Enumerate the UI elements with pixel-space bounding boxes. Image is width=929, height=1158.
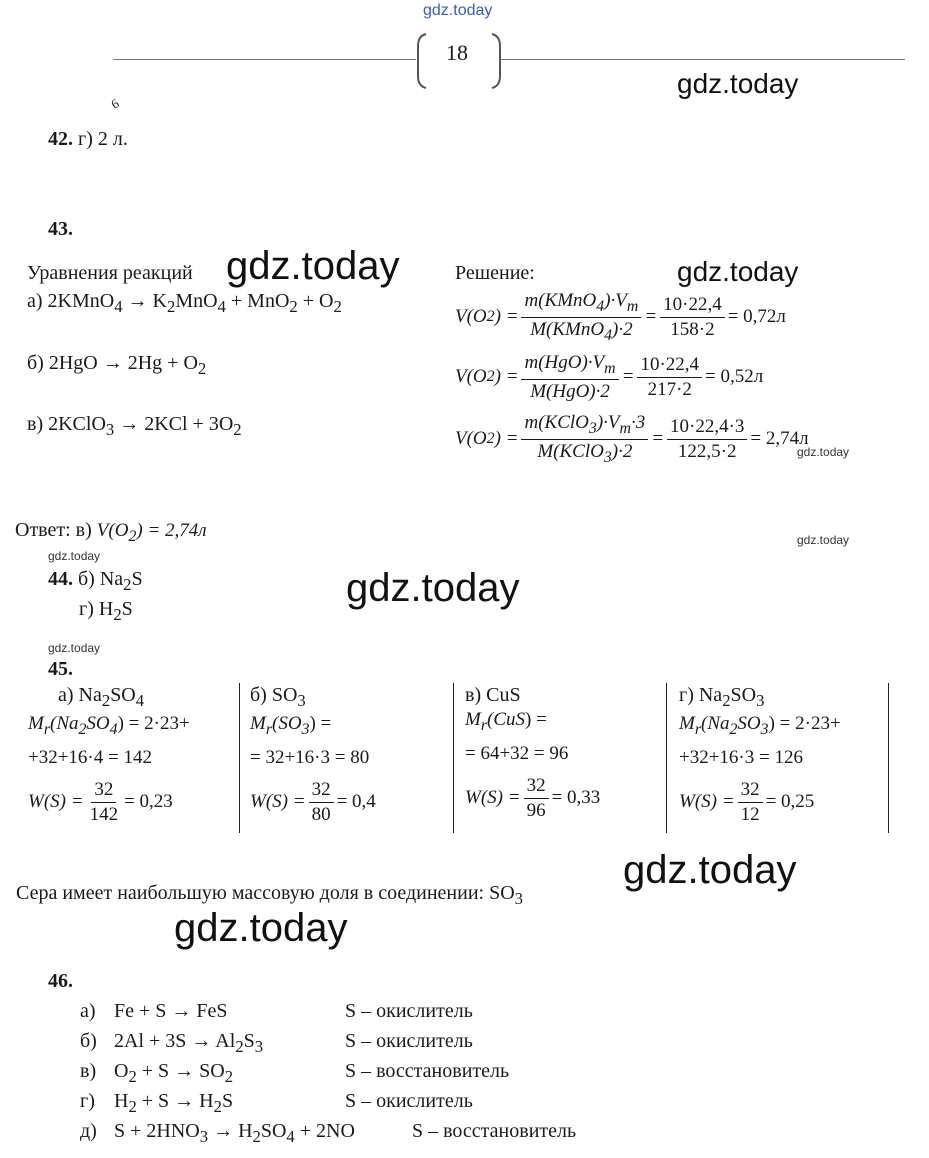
math-sub: m <box>626 297 639 315</box>
formula-part: Fe + S → FeS <box>114 1000 228 1022</box>
formula-part: SO <box>730 684 757 706</box>
row-letter: б) <box>80 1030 97 1052</box>
denominator: 158·2 <box>670 318 715 340</box>
answer-42: г) 2 л. <box>78 128 128 150</box>
result: = 0,23 <box>124 791 173 813</box>
watermark-top: gdz.today <box>423 2 493 19</box>
compound-column-a <box>28 684 190 826</box>
math-part: M <box>465 709 481 730</box>
sulfur-role: S – восстановитель <box>412 1120 577 1142</box>
math-part: )·V <box>604 290 627 311</box>
math-part: m(HgO)·V <box>524 352 605 373</box>
column-divider <box>453 683 454 833</box>
fraction <box>738 779 763 826</box>
redox-row <box>80 1090 473 1117</box>
math-part: ) = <box>494 306 519 328</box>
conclusion-text: Сера имеет наибольшую массовую доля в соединении: SO <box>16 882 515 904</box>
eq-part: → 2KCl + 3O <box>114 413 234 435</box>
math-part: (Na <box>701 713 730 734</box>
numerator: 32 <box>524 775 549 799</box>
result: = 2,74л <box>750 428 809 450</box>
result: = 0,72л <box>727 306 786 328</box>
eq-sub: 2 <box>333 297 342 316</box>
math-part: M <box>679 713 695 734</box>
math-part: M(KMnO <box>530 318 605 340</box>
watermark-43-small: gdz.today <box>797 445 850 459</box>
molar-mass-value: +32+16·4 = 142 <box>28 746 152 768</box>
sulfur-role: S – окислитель <box>345 1090 473 1112</box>
molar-mass-value: = 32+16·3 = 80 <box>250 746 370 768</box>
formula-part: б) Na <box>78 568 124 590</box>
math-part: m(KClO <box>524 412 589 433</box>
formula-sub: 3 <box>297 691 306 710</box>
watermark-before-46: gdz.today <box>174 906 348 950</box>
formula-sub: 4 <box>135 691 145 710</box>
eq-part: → K <box>122 290 167 312</box>
equation-c <box>27 413 242 440</box>
solution-title: Решение: <box>455 262 535 284</box>
compound-column-c <box>465 684 600 822</box>
header-rule-right <box>500 59 905 60</box>
row-letter: а) <box>80 1000 96 1022</box>
equations-title: Уравнения реакций <box>27 262 193 284</box>
question-43-number: 43. <box>48 218 73 240</box>
math-sub: 2 <box>729 720 738 738</box>
fraction <box>521 352 618 403</box>
math-sub: 3 <box>588 419 597 437</box>
math-part: M(HgO)·2 <box>530 380 610 402</box>
math-part: V(O <box>455 366 487 388</box>
math-part: (SO <box>272 713 302 734</box>
page-mark: 6 <box>108 95 122 112</box>
denominator: 217·2 <box>647 378 692 400</box>
mass-fraction-line <box>250 779 376 826</box>
math-part: W(S) = <box>679 791 735 813</box>
math-part: ) = 2·23+ <box>768 713 841 734</box>
watermark-answer-right: gdz.today <box>797 533 850 547</box>
math-sub: m <box>619 419 631 437</box>
mass-fraction-line <box>28 779 190 826</box>
redox-row <box>80 1000 473 1023</box>
eq-part: + O <box>297 290 334 312</box>
compound-title <box>58 684 190 711</box>
math-part: V(O <box>96 520 129 541</box>
math-part: ) = <box>525 709 547 730</box>
math-part: ) = <box>494 428 519 450</box>
fraction <box>660 294 725 341</box>
formula-sub: 2 <box>123 575 132 594</box>
question-44-line-2 <box>79 598 133 625</box>
answer-43 <box>15 519 207 546</box>
reaction-equation <box>114 1060 345 1087</box>
math-sub: 4 <box>109 720 118 738</box>
molar-mass-line <box>250 713 376 739</box>
question-number: 42. <box>48 128 73 150</box>
formula-part: 2Al + 3S → Al <box>114 1030 236 1052</box>
eq-part: а) 2KMnO <box>27 290 115 312</box>
formula-part: O <box>114 1060 129 1082</box>
math-sub: 2 <box>128 527 137 545</box>
math-sub: 3 <box>603 448 612 466</box>
math-part: W(S) = <box>28 791 84 813</box>
eq-part: + MnO <box>225 290 290 312</box>
formula-part: б) SO <box>250 684 298 706</box>
result: = 0,4 <box>336 791 376 813</box>
math-part: SO <box>86 713 110 734</box>
column-divider <box>888 683 889 833</box>
numerator: 10·22,4 <box>660 294 725 318</box>
math-part: V(O <box>455 428 487 450</box>
formula-sub: 2 <box>235 1037 244 1056</box>
eq-part: MnO <box>175 290 218 312</box>
result: = 0,33 <box>551 787 601 809</box>
compound-title <box>679 684 841 711</box>
eq-sub: 2 <box>197 359 207 378</box>
formula-part: + S → SO <box>136 1060 225 1082</box>
formula-part: г) Na <box>679 684 723 706</box>
watermark-answer-small: gdz.today <box>48 549 101 563</box>
fraction <box>521 412 648 467</box>
result: = 0,52л <box>705 366 764 388</box>
formula-sub: 2 <box>128 1067 137 1086</box>
solution-line-2: V(O 2 ) = $\frac{m(HgO)\cdot V_m}{\text{M(HgO)·2}}$ = $\frac{10\cdot 22,4}{217\cdot 2}$ = 0,52л <box>455 352 764 402</box>
question-number: 44. <box>48 568 73 590</box>
sulfur-role: S – окислитель <box>345 1000 473 1022</box>
eq-sub: 2 <box>233 420 242 439</box>
math-sub: r <box>43 720 50 738</box>
math-part: (Na <box>50 713 79 734</box>
formula-part: г) H <box>79 598 114 620</box>
denominator: 96 <box>526 799 546 821</box>
header-rule-left <box>113 59 416 60</box>
formula-part: S <box>131 568 143 590</box>
math-part: W(S) = <box>250 791 306 813</box>
compound-title <box>250 684 376 711</box>
solution-line-3: V(O 2 ) = $\frac{m(KClO_3)\cdot V_m\cdot 3}{M(KClO_3)\cdot 2}$ = $\frac{10\cdot 22,4\cdot 3}{122,5\cdot 2}$ = 2,74л <box>455 412 809 466</box>
compound-column-b <box>250 684 376 826</box>
watermark-center: gdz.today <box>346 566 520 610</box>
math-part: )·2 <box>611 440 633 462</box>
formula-sub: 2 <box>224 1067 234 1086</box>
watermark-43-right: gdz.today <box>677 256 799 287</box>
math-sub: 2 <box>78 720 87 738</box>
fraction <box>524 775 549 822</box>
math-part: M <box>250 713 266 734</box>
formula-sub: 2 <box>252 1127 261 1146</box>
formula-part: SO <box>260 1120 287 1142</box>
formula-sub: 3 <box>756 691 765 710</box>
compound-column-d <box>679 684 841 826</box>
formula-part: S <box>221 1090 234 1112</box>
reaction-equation <box>114 1030 345 1057</box>
molar-mass-value: = 64+32 = 96 <box>465 742 569 764</box>
question-42 <box>48 128 128 151</box>
fraction <box>521 290 641 345</box>
row-letter: в) <box>80 1060 97 1082</box>
math-sub: 3 <box>301 720 310 738</box>
math-part: M <box>28 713 44 734</box>
molar-mass-line <box>465 709 600 735</box>
numerator: 10·22,4·3 <box>667 416 747 440</box>
numerator: 10·22,4 <box>637 354 702 378</box>
question-45-number: 45. <box>48 658 73 680</box>
row-letter: г) <box>80 1090 95 1112</box>
eq-sub: 2 <box>167 297 176 316</box>
redox-row <box>80 1060 509 1087</box>
math-sub: 4 <box>596 297 605 315</box>
math-sub: r <box>694 720 701 738</box>
math-part: ) = <box>309 713 332 734</box>
math-sub: r <box>265 720 272 738</box>
fraction <box>309 779 334 826</box>
formula-sub: 2 <box>722 691 731 710</box>
denominator: 12 <box>740 803 760 825</box>
eq-sub: 4 <box>114 297 123 316</box>
math-part: ) = 2,74л <box>136 520 207 541</box>
formula-part: S <box>121 598 133 620</box>
numerator: 32 <box>309 779 334 803</box>
eq-sub: 2 <box>289 297 298 316</box>
answer-label: Ответ: в) <box>15 519 92 541</box>
sulfur-role: S – восстановитель <box>345 1060 510 1082</box>
math-part: SO <box>737 713 761 734</box>
molar-mass-line <box>28 713 190 739</box>
molar-mass-value: +32+16·3 = 126 <box>679 746 803 768</box>
solution-line-1: V(O 2 ) = $\frac{m(KMnO_4)\cdot V_m}{M(KMnO_4)\cdot 2}$ = $\frac{10\cdot 22,4}{158\cdot 2}$ = 0,72л <box>455 290 786 344</box>
mass-fraction-line <box>679 779 841 826</box>
math-sub: m <box>604 359 616 377</box>
formula-sub: 2 <box>128 1097 137 1116</box>
eq-sub: 4 <box>217 297 226 316</box>
denominator: 142 <box>89 803 119 825</box>
redox-row <box>80 1120 576 1147</box>
conclusion-45 <box>16 882 523 909</box>
formula-part: SO <box>110 684 136 706</box>
reaction-equation <box>114 1120 412 1147</box>
math-part: (CuS <box>487 709 525 730</box>
math-part: )·2 <box>612 318 633 340</box>
column-divider <box>666 683 667 833</box>
fraction <box>637 354 702 401</box>
formula-part: + S → H <box>136 1090 214 1112</box>
denominator: 122,5·2 <box>677 440 737 462</box>
page-number: 18 <box>446 40 468 65</box>
math-sub: 2 <box>486 308 495 326</box>
math-sub: 2 <box>486 430 495 448</box>
formula-sub: 2 <box>101 691 111 710</box>
math-part: ) = <box>494 366 519 388</box>
numerator: 32 <box>738 779 763 803</box>
sulfur-role: S – окислитель <box>345 1030 473 1052</box>
mass-fraction-line <box>465 775 600 822</box>
math-sub: 4 <box>604 326 613 344</box>
formula-sub: 4 <box>286 1127 295 1146</box>
math-part: )·V <box>596 412 620 433</box>
math-part: W(S) = <box>465 787 521 809</box>
reaction-equation <box>114 1000 345 1023</box>
compound-title <box>465 684 600 707</box>
question-46-number: 46. <box>48 970 73 992</box>
formula-part: H <box>114 1090 129 1112</box>
eq-sub: 3 <box>105 420 115 439</box>
formula-sub: 2 <box>213 1097 222 1116</box>
math-sub: r <box>480 716 487 734</box>
question-44-line-1 <box>48 568 143 595</box>
math-sub: 2 <box>486 368 495 386</box>
watermark-sulfur: gdz.today <box>623 848 797 892</box>
eq-part: в) 2KClO <box>27 413 106 435</box>
formula-part: в) CuS <box>465 684 521 706</box>
molar-mass-line <box>679 713 841 739</box>
formula-part: а) Na <box>58 684 102 706</box>
watermark-43-left: gdz.today <box>226 244 400 288</box>
reaction-equation <box>114 1090 345 1117</box>
redox-row <box>80 1030 473 1057</box>
formula-sub: 2 <box>113 605 122 624</box>
denominator: 80 <box>311 803 331 825</box>
column-divider <box>239 683 240 833</box>
fraction <box>87 779 122 826</box>
formula-part: → H <box>208 1120 253 1142</box>
row-letter: д) <box>80 1120 97 1142</box>
watermark-header: gdz.today <box>677 68 799 99</box>
math-part: ) = 2·23+ <box>117 713 190 734</box>
formula-part: S <box>243 1030 255 1052</box>
equation-b <box>27 352 206 379</box>
fraction <box>667 416 747 463</box>
math-part: V(O <box>455 306 487 328</box>
math-sub: 3 <box>760 720 769 738</box>
formula-sub: 3 <box>514 889 523 908</box>
math-part: ·3 <box>630 412 646 433</box>
equation-a <box>27 290 342 317</box>
watermark-45-small: gdz.today <box>48 641 101 655</box>
formula-part: S + 2HNO <box>114 1120 200 1142</box>
formula-sub: 3 <box>254 1037 264 1056</box>
math-part: M(KClO <box>537 440 604 462</box>
eq-part: б) 2HgO → 2Hg + O <box>27 352 198 374</box>
formula-sub: 3 <box>199 1127 209 1146</box>
formula-part: + 2NO <box>294 1120 355 1142</box>
math-part: m(KMnO <box>524 290 597 311</box>
numerator: 32 <box>91 779 116 803</box>
result: = 0,25 <box>765 791 815 813</box>
